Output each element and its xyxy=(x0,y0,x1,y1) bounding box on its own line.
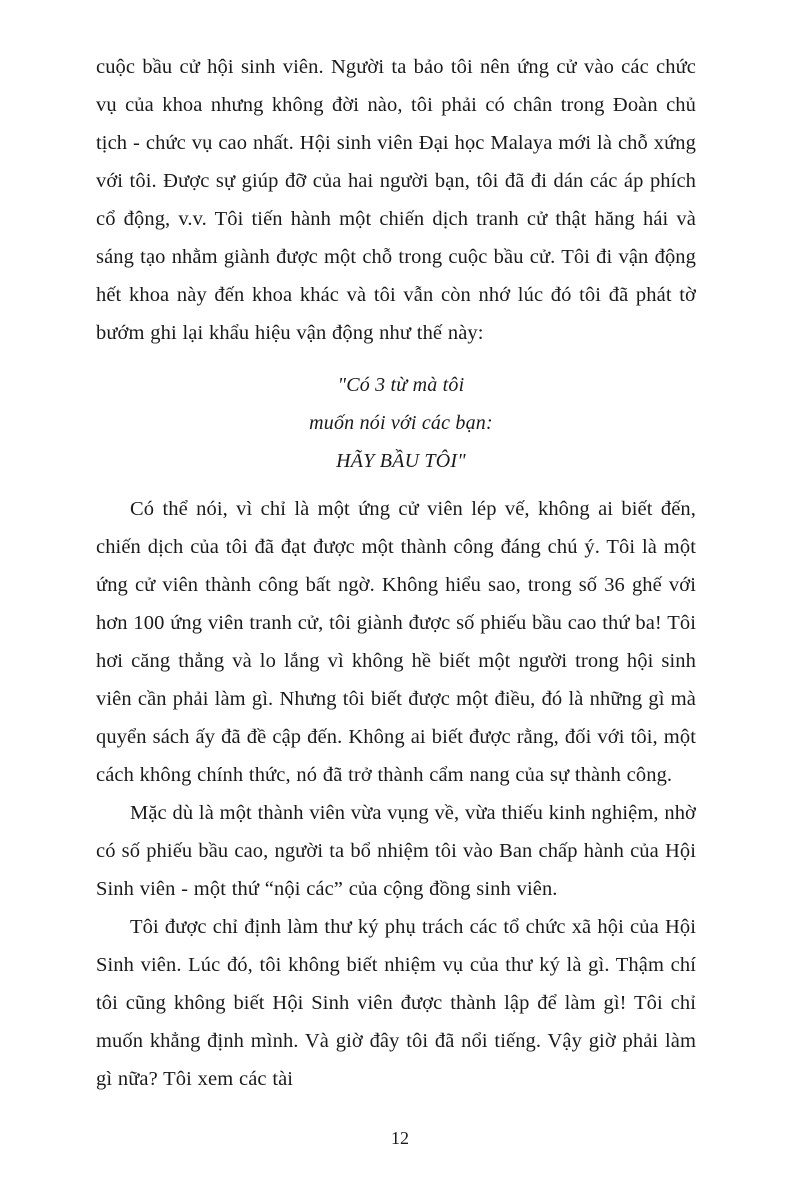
paragraph-2: Có thể nói, vì chỉ là một ứng cử viên lép vế, không ai biết đến, chiến dịch của tôi đã đạt được một thành công đáng chú ý. Tôi là một ứng cử viên thành công bất ngờ. Không hiểu sao, trong số 36 ghế với hơn 100 ứng viên tranh cử, tôi giành được số phiếu bầu cao thứ ba! Tôi hơi căng thẳng và lo lắng vì không hề biết một người trong hội sinh viên cần phải làm gì. Nhưng tôi biết được một điều, đó là những gì mà quyển sách ấy đã đề cập đến. Không ai biết được rằng, đối với tôi, một cách không chính thức, nó đã trở thành cẩm nang của sự thành công. xyxy=(96,498,696,786)
paragraph-3: Mặc dù là một thành viên vừa vụng về, vừa thiếu kinh nghiệm, nhờ có số phiếu bầu cao, người ta bổ nhiệm tôi vào Ban chấp hành của Hội Sinh viên - một thứ “nội các” của cộng đồng sinh viên. xyxy=(96,802,696,900)
pull-quote-line-3: HÃY BẦU TÔI" xyxy=(336,450,466,472)
pull-quote-line-1: "Có 3 từ mà tôi xyxy=(337,374,465,396)
paragraph-4: Tôi được chỉ định làm thư ký phụ trách các tổ chức xã hội của Hội Sinh viên. Lúc đó, tôi không biết nhiệm vụ của thư ký là gì. Thậm chí tôi cũng không biết Hội Sinh viên được thành lập để làm gì! Tôi chỉ muốn khẳng định mình. Và giờ đây tôi đã nổi tiếng. Vậy giờ phải làm gì nữa? Tôi xem các tài xyxy=(96,916,696,1090)
page-text-block xyxy=(96,48,696,1098)
pull-quote-line-2: muốn nói với các bạn: xyxy=(309,412,493,434)
pull-quote xyxy=(96,366,696,480)
paragraph-1: cuộc bầu cử hội sinh viên. Người ta bảo tôi nên ứng cử vào các chức vụ của khoa nhưng không đời nào, tôi phải có chân trong Đoàn chủ tịch - chức vụ cao nhất. Hội sinh viên Đại học Malaya mới là chỗ xứng với tôi. Được sự giúp đỡ của hai người bạn, tôi đã đi dán các áp phích cổ động, v.v. Tôi tiến hành một chiến dịch tranh cử thật hăng hái và sáng tạo nhằm giành được một chỗ trong cuộc bầu cử. Tôi đi vận động hết khoa này đến khoa khác và tôi vẫn còn nhớ lúc đó tôi đã phát tờ bướm ghi lại khẩu hiệu vận động như thế này: xyxy=(96,56,696,344)
page-number: 12 xyxy=(391,1128,409,1148)
